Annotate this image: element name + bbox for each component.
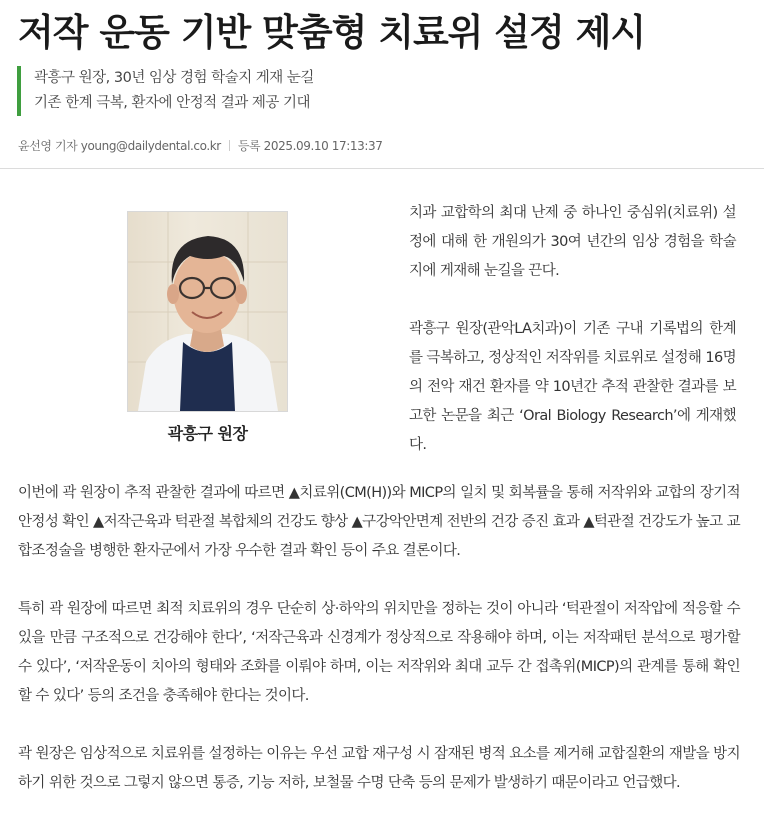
- article-body: [18, 479, 740, 827]
- divider: [229, 140, 230, 151]
- subheadings: [17, 66, 314, 116]
- intro-paragraphs: [409, 199, 736, 489]
- headline: 저작 운동 기반 맞춤형 치료위 설정 제시: [18, 11, 646, 54]
- publish-date: 등록 2025.09.10 17:13:37: [237, 139, 383, 153]
- paragraph: 이번에 곽 원장이 추적 관찰한 결과에 따르면 ▲치료위(CM(H))와 MICP의 일치 및 회복률을 통해 저작위와 교합의 장기적 안정성 확인 ▲저작근육과 턱관절 복합체의 건강도 향상 ▲구강악안면계 전반의 건강 증진 효과 ▲턱관절 건강도가 높고 교합조정술을 병행한 환자군에서 가장 우수한 결과 확인 등이 주요 결론이다.: [18, 485, 740, 559]
- author[interactable]: 윤선영 기자 young@dailydental.co.kr: [18, 139, 221, 153]
- divider: [0, 168, 764, 169]
- paragraph: 치과 교합학의 최대 난제 중 하나인 중심위(치료위) 설정에 대해 한 개원의가 30여 년간의 임상 경험을 학술지에 게재해 눈길을 끈다.: [409, 205, 736, 279]
- byline: [18, 137, 382, 154]
- portrait-image: [128, 212, 287, 411]
- paragraph: 곽흥구 원장(관악LA치과)이 기존 구내 기록법의 한계를 극복하고, 정상적인 저작위를 치료위로 설정해 16명의 전악 재건 환자를 약 10년간 추적 관찰한 결과를 보고한 논문을 최근 ‘Oral Biology Research’에 게재했다.: [409, 321, 736, 453]
- paragraph: 특히 곽 원장에 따르면 최적 치료위의 경우 단순히 상·하악의 위치만을 정하는 것이 아니라 ‘턱관절이 저작압에 적응할 수 있을 만큼 구조적으로 건강해야 한다’, ‘저작근육과 신경계가 정상적으로 작용해야 하며, 이는 저작패턴 분석으로 평가할 수 있다’, ‘저작운동이 치아의 형태와 조화를 이뤄야 하며, 이는 저작위와 최대 교두 간 접촉위(MICP)의 관계를 통해 확인할 수 있다’ 등의 조건을 충족해야 한다는 것이다.: [18, 601, 740, 704]
- author-photo: [127, 211, 288, 412]
- paragraph: 곽 원장은 임상적으로 치료위를 설정하는 이유는 우선 교합 재구성 시 잠재된 병적 요소를 제거해 교합질환의 재발을 방지하기 위한 것으로 그렇지 않으면 통증, 기능 저하, 보철물 수명 단축 등의 문제가 발생하기 때문이라고 언급했다.: [18, 746, 740, 791]
- photo-caption: 곽흥구 원장: [167, 424, 248, 443]
- subheading: 곽흥구 원장, 30년 임상 경험 학술지 게재 눈길: [34, 70, 314, 86]
- subheading: 기존 한계 극복, 환자에 안정적 결과 제공 기대: [34, 95, 310, 111]
